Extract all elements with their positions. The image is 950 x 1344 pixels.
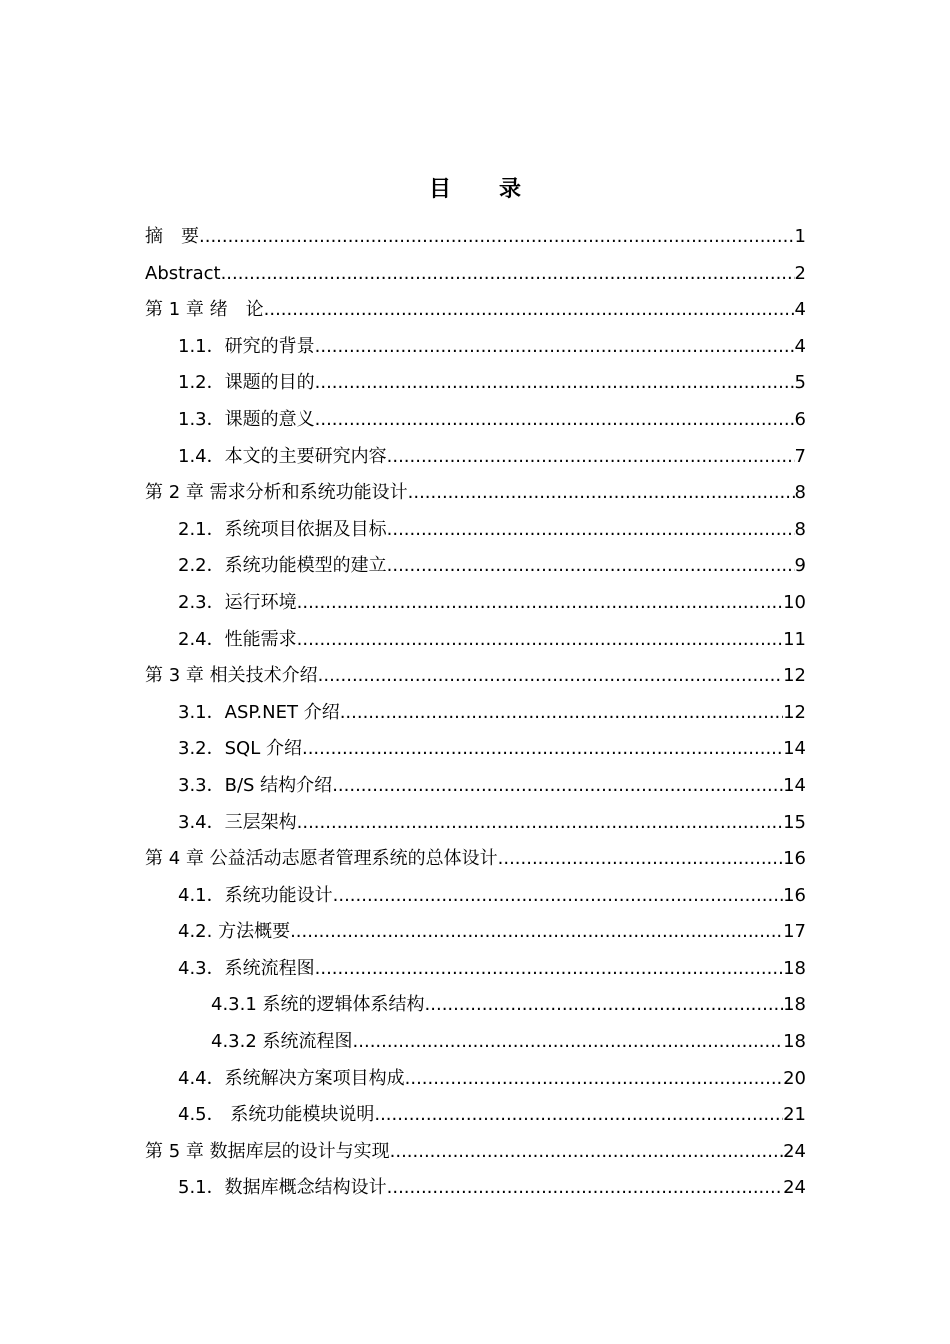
toc-entry-page-number: 17 <box>783 921 806 943</box>
toc-entry-label: 4.4．系统解决方案项目构成 <box>178 1067 405 1089</box>
toc-entry-page-number: 6 <box>794 408 806 430</box>
toc-entry[interactable] <box>145 548 806 585</box>
toc-entry-page-number: 4 <box>794 299 806 321</box>
toc-entry-label: 1.4．本文的主要研究内容 <box>178 445 387 467</box>
dot-leader <box>264 292 795 329</box>
toc-entry[interactable] <box>145 475 806 512</box>
toc-entry[interactable] <box>145 365 806 402</box>
toc-entry[interactable] <box>145 512 806 549</box>
toc-entry-label: 摘 要 <box>145 226 199 247</box>
toc-entry-page-number: 2 <box>794 262 806 284</box>
toc-entry-label: 1.3．课题的意义 <box>178 408 315 430</box>
toc-entry-label: 2.4．性能需求 <box>178 628 297 650</box>
toc-entry-page-number: 10 <box>783 591 806 613</box>
toc-entry-label: 4.2. 方法概要 <box>178 921 291 943</box>
dot-leader <box>315 951 783 988</box>
toc-entry[interactable] <box>145 841 806 878</box>
toc-entry-label: 第 4 章 公益活动志愿者管理系统的总体设计 <box>145 848 498 870</box>
toc-entry[interactable] <box>145 622 806 659</box>
toc-entry-page-number: 14 <box>783 738 806 760</box>
dot-leader <box>290 914 783 951</box>
toc-entry[interactable] <box>145 329 806 366</box>
toc-entry-page-number: 18 <box>783 994 806 1016</box>
dot-leader <box>390 1134 783 1171</box>
dot-leader <box>405 1061 783 1098</box>
toc-entry-page-number: 12 <box>783 665 806 687</box>
toc-entry[interactable] <box>145 951 806 988</box>
dot-leader <box>408 475 795 512</box>
toc-entry-label: 1.2．课题的目的 <box>178 372 315 394</box>
toc-entry-label: 5.1．数据库概念结构设计 <box>178 1177 387 1199</box>
toc-entry-page-number: 15 <box>783 811 806 833</box>
table-of-contents <box>145 219 806 1207</box>
toc-entry-page-number: 11 <box>783 628 806 650</box>
toc-entry[interactable] <box>145 1134 806 1171</box>
toc-entry[interactable] <box>145 219 806 256</box>
page-title <box>0 172 950 203</box>
dot-leader <box>315 402 795 439</box>
toc-entry[interactable] <box>145 768 806 805</box>
toc-entry-label: 第 2 章 需求分析和系统功能设计 <box>145 482 408 504</box>
toc-entry-label: 4.5． 系统功能模块说明 <box>178 1104 375 1126</box>
toc-entry-page-number: 21 <box>783 1104 806 1126</box>
toc-entry-label: 2.3．运行环境 <box>178 591 297 613</box>
toc-entry-page-number: 12 <box>783 701 806 723</box>
dot-leader <box>332 768 783 805</box>
toc-entry-label: 3.2．SQL 介绍 <box>178 738 302 760</box>
toc-entry-page-number: 24 <box>783 1140 806 1162</box>
toc-entry-page-number: 1 <box>794 226 806 247</box>
toc-entry-label: 2.2．系统功能模型的建立 <box>178 555 387 577</box>
dot-leader <box>340 695 783 732</box>
toc-entry[interactable] <box>145 402 806 439</box>
dot-leader <box>318 658 783 695</box>
toc-entry[interactable] <box>145 914 806 951</box>
toc-entry-page-number: 14 <box>783 774 806 796</box>
toc-entry-page-number: 16 <box>783 884 806 906</box>
toc-entry[interactable] <box>145 878 806 915</box>
toc-entry-label: 4.3.2 系统流程图 <box>211 1031 353 1053</box>
toc-entry[interactable] <box>145 1024 806 1061</box>
toc-entry-page-number: 8 <box>794 518 806 540</box>
dot-leader <box>315 365 795 402</box>
toc-entry[interactable] <box>145 439 806 476</box>
toc-entry-label: 第 5 章 数据库层的设计与实现 <box>145 1140 390 1162</box>
toc-entry-page-number: 16 <box>783 848 806 870</box>
toc-entry[interactable] <box>145 1061 806 1098</box>
toc-entry[interactable] <box>145 585 806 622</box>
toc-entry-page-number: 9 <box>794 555 806 577</box>
toc-entry-label: 3.4．三层架构 <box>178 811 297 833</box>
dot-leader <box>374 1097 783 1134</box>
toc-entry-label: 3.1．ASP.NET 介绍 <box>178 701 340 723</box>
toc-entry[interactable] <box>145 1170 806 1207</box>
dot-leader <box>353 1024 784 1061</box>
dot-leader <box>199 219 795 256</box>
toc-entry-page-number: 5 <box>794 372 806 394</box>
toc-entry-label: 4.3．系统流程图 <box>178 957 315 979</box>
toc-entry-page-number: 18 <box>783 1031 806 1053</box>
toc-entry-page-number: 8 <box>794 482 806 504</box>
dot-leader <box>297 805 783 842</box>
toc-entry-page-number: 4 <box>794 335 806 357</box>
toc-entry[interactable] <box>145 731 806 768</box>
toc-entry-page-number: 24 <box>783 1177 806 1199</box>
dot-leader <box>297 622 783 659</box>
dot-leader <box>315 329 795 366</box>
toc-entry-label: 第 1 章 绪 论 <box>145 299 264 321</box>
toc-entry-label: Abstract <box>145 262 221 284</box>
dot-leader <box>387 548 795 585</box>
toc-entry[interactable] <box>145 1097 806 1134</box>
toc-entry[interactable] <box>145 658 806 695</box>
dot-leader <box>425 987 784 1024</box>
toc-entry-label: 4.1．系统功能设计 <box>178 884 333 906</box>
toc-entry-label: 3.3．B/S 结构介绍 <box>178 774 333 796</box>
toc-entry-label: 2.1．系统项目依据及目标 <box>178 518 387 540</box>
toc-entry-page-number: 18 <box>783 957 806 979</box>
toc-entry[interactable] <box>145 292 806 329</box>
toc-entry-label: 4.3.1 系统的逻辑体系结构 <box>211 994 425 1016</box>
title-part-1: 目 <box>428 176 451 202</box>
toc-entry[interactable] <box>145 256 806 293</box>
dot-leader <box>221 256 795 293</box>
toc-entry-label: 第 3 章 相关技术介绍 <box>145 665 318 687</box>
toc-entry[interactable] <box>145 987 806 1024</box>
toc-entry[interactable] <box>145 695 806 732</box>
toc-entry-page-number: 20 <box>783 1067 806 1089</box>
dot-leader <box>498 841 783 878</box>
title-part-2: 录 <box>499 176 522 202</box>
dot-leader <box>387 1170 783 1207</box>
toc-entry-label: 1.1．研究的背景 <box>178 335 315 357</box>
dot-leader <box>387 439 795 476</box>
toc-entry-page-number: 7 <box>794 445 806 467</box>
dot-leader <box>297 585 783 622</box>
dot-leader <box>302 731 783 768</box>
dot-leader <box>387 512 795 549</box>
toc-entry[interactable] <box>145 805 806 842</box>
dot-leader <box>333 878 783 915</box>
